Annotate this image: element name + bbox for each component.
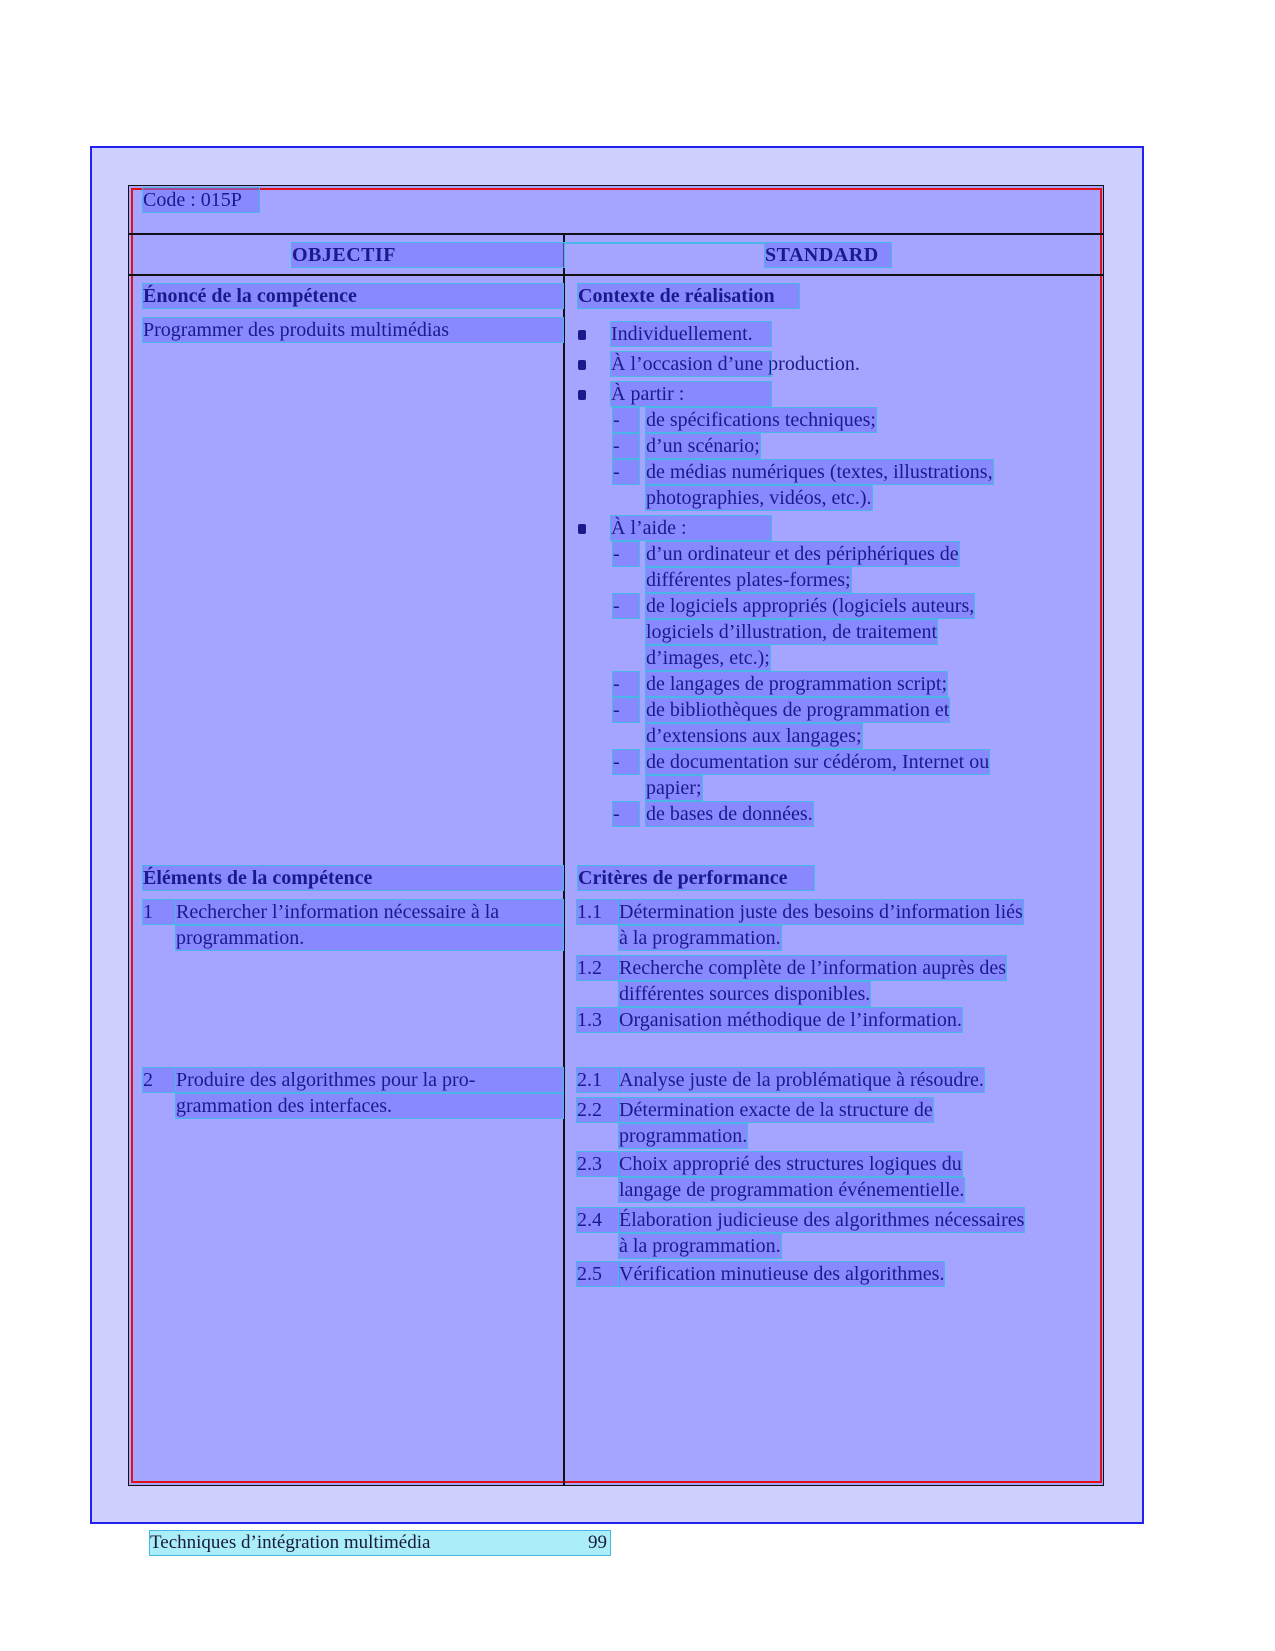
page-number: 99 [588,1532,607,1553]
dash-icon: - [613,672,639,696]
contexte-subitem-line: de logiciels appropriés (logiciels auteurs, [646,595,975,617]
contexte-subitem-line: d’extensions aux langages; [646,725,862,747]
element-text-line: grammation des interfaces. [176,1094,563,1118]
element-number: 2 [143,1068,175,1092]
criteres-title: Critères de performance [578,866,814,890]
contexte-title: Contexte de réalisation [578,284,799,308]
critere-text-line: Détermination juste des besoins d’information liés [619,901,1023,923]
dash-icon: - [613,594,639,618]
contexte-subitem-line: d’un ordinateur et des périphériques de [646,543,959,565]
critere-text-line: à la programmation. [619,927,781,949]
dash-icon: - [613,408,639,432]
bullet-icon [578,390,586,400]
contexte-bullet: À l’aide : [611,516,771,540]
critere-number: 1.2 [577,956,619,980]
critere-text-line: langage de programmation événementielle. [619,1179,965,1201]
contexte-subitem-line: photographies, vidéos, etc.). [646,487,872,509]
header-top-rule [129,233,1103,235]
contexte-subitem-line: de documentation sur cédérom, Internet ou [646,751,990,773]
critere-number: 2.4 [577,1208,619,1232]
header-objectif: OBJECTIF [292,243,564,267]
critere-number: 2.5 [577,1262,619,1286]
critere-text-line: Détermination exacte de la structure de [619,1099,933,1121]
contexte-subitem-line: de spécifications techniques; [646,409,876,431]
contexte-subitem-line: de médias numériques (textes, illustrations, [646,461,993,483]
header-bottom-rule [129,274,1103,276]
contexte-bullet: À l’occasion d’une production. [611,353,860,375]
dash-icon: - [613,698,639,722]
elements-title: Éléments de la compétence [143,866,563,890]
dash-icon: - [613,460,639,484]
header-standard: STANDARD [765,243,891,267]
contexte-subitem-line: d’un scénario; [646,435,760,457]
critere-text-line: à la programmation. [619,1235,781,1257]
element-text-line: Rechercher l’information nécessaire à la [176,900,563,924]
bullet-icon [578,330,586,340]
dash-icon: - [613,750,639,774]
critere-number: 2.3 [577,1152,619,1176]
contexte-subitem-line: de bibliothèques de programmation et [646,699,950,721]
critere-text-line: Organisation méthodique de l’information. [619,1009,962,1031]
page-footer [150,1531,610,1555]
enonce-text: Programmer des produits multimédias [143,318,563,342]
contexte-subitem-line: papier; [646,777,702,799]
competency-code: Code : 015P [143,188,259,212]
critere-number: 1.1 [577,900,619,924]
contexte-subitem-line: logiciels d’illustration, de traitement [646,621,938,643]
dash-icon: - [613,542,639,566]
contexte-subitem-line: de bases de données. [646,803,813,825]
element-number: 1 [143,900,175,924]
column-divider [563,233,565,1485]
bullet-icon [578,360,586,370]
contexte-subitem-line: de langages de programmation script; [646,673,948,695]
critere-number: 2.2 [577,1098,619,1122]
critere-text-line: Analyse juste de la problématique à résoudre. [619,1069,984,1091]
critere-text-line: Élaboration judicieuse des algorithmes nécessaires [619,1209,1025,1231]
competency-table [128,185,1104,1486]
dash-icon: - [613,802,639,826]
critere-number: 1.3 [577,1008,619,1032]
footer-title: Techniques d’intégration multimédia [150,1532,431,1553]
element-text-line: Produire des algorithmes pour la pro- [176,1068,563,1092]
critere-text-line: différentes sources disponibles. [619,983,871,1005]
contexte-bullet: Individuellement. [611,322,771,346]
critere-text-line: Recherche complète de l’information auprès des [619,957,1007,979]
bullet-icon [578,524,586,534]
element-text-line: programmation. [176,926,563,950]
critere-text-line: Choix approprié des structures logiques du [619,1153,962,1175]
critere-text-line: programmation. [619,1125,748,1147]
enonce-title: Énoncé de la compétence [143,284,563,308]
dash-icon: - [613,434,639,458]
contexte-subitem-line: différentes plates-formes; [646,569,851,591]
contexte-bullet: À partir : [611,382,771,406]
critere-number: 2.1 [577,1068,619,1092]
contexte-subitem-line: d’images, etc.); [646,647,770,669]
critere-text-line: Vérification minutieuse des algorithmes. [619,1263,945,1285]
